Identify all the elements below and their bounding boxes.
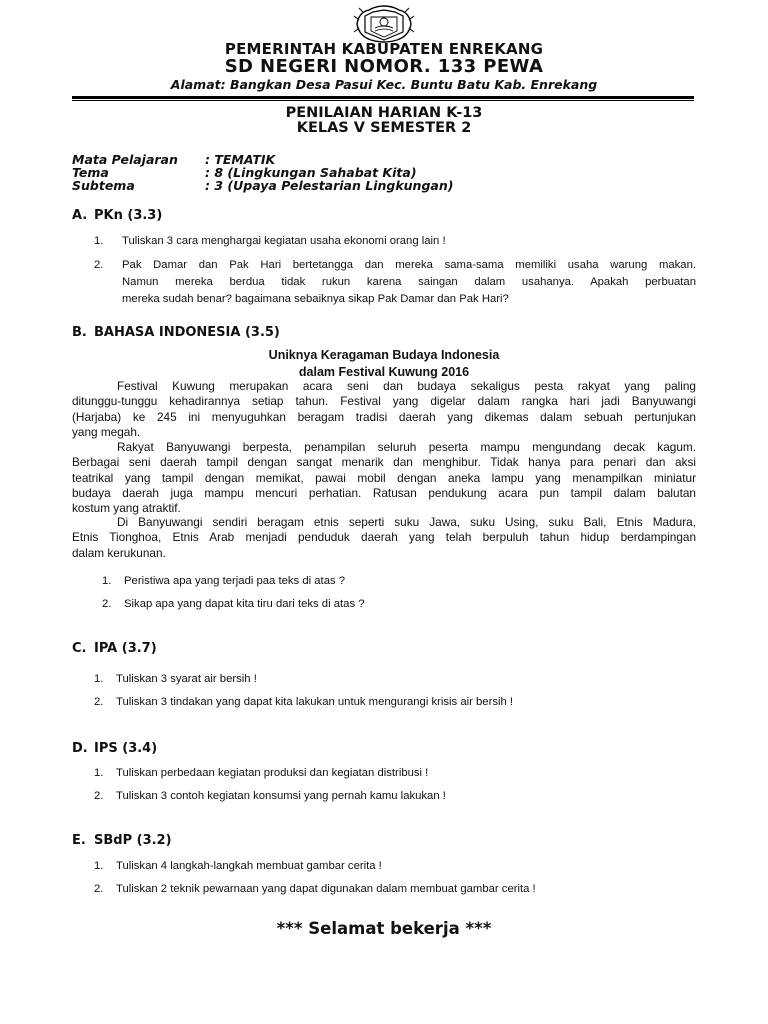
meta-value: : TEMATIK: [205, 152, 276, 167]
meta-key: Mata Pelajaran: [72, 152, 178, 167]
question-number: 2.: [102, 598, 112, 610]
regency-crest-icon: [351, 4, 417, 44]
section-title: BAHASA INDONESIA (3.5): [94, 325, 280, 340]
question-number: 1.: [94, 673, 104, 685]
paragraph-line: dalam kerukunan.: [72, 545, 166, 560]
story-title-line1: Uniknya Keragaman Budaya Indonesia: [268, 348, 500, 362]
school-address: Alamat: Bangkan Desa Pasui Kec. Buntu Batu Kab. Enrekang: [170, 77, 598, 92]
question-number: 1.: [94, 767, 104, 779]
paragraph-line: (Harjaba) ke 245 ini menyuguhkan beragam tradisi daerah yang dikemas dalam sebuah pertunjukan: [72, 409, 696, 424]
question-number: 1.: [94, 235, 104, 247]
question-text: Tuliskan 3 tindakan yang dapat kita lakukan untuk mengurangi krisis air bersih !: [116, 696, 514, 708]
question-number: 1.: [102, 575, 112, 587]
school-name: SD NEGERI NOMOR. 133 PEWA: [224, 56, 544, 77]
exam-title: PENILAIAN HARIAN K-13: [285, 105, 483, 121]
question-text: Peristiwa apa yang terjadi paa teks di atas ?: [124, 575, 346, 587]
question-text: Tuliskan 3 cara menghargai kegiatan usaha ekonomi orang lain !: [122, 235, 446, 247]
question-text: Sikap apa yang dapat kita tiru dari teks di atas ?: [124, 598, 365, 610]
paragraph-line: budaya daerah juga mampu mencuri perhatian. Ratusan pendukung acara pun tampil dalam balutan: [72, 485, 696, 500]
section-e-heading: [72, 833, 172, 848]
government-name: PEMERINTAH KABUPATEN ENREKANG: [224, 40, 544, 58]
section-letter: A.: [72, 208, 88, 223]
section-letter: B.: [72, 325, 87, 340]
paragraph-line: Festival Kuwung merupakan acara seni dan budaya sekaligus pesta rakyat yang paling: [117, 379, 696, 393]
question-text: [122, 257, 696, 308]
meta-value: : 3 (Upaya Pelestarian Lingkungan): [205, 178, 454, 193]
section-letter: D.: [72, 741, 88, 756]
story-paragraph-2: [72, 440, 696, 516]
meta-key: Subtema: [72, 178, 135, 193]
question-text: Tuliskan 4 langkah-langkah membuat gambar cerita !: [116, 860, 382, 872]
section-a-heading: [72, 208, 162, 223]
question-number: 2.: [94, 259, 104, 271]
header-divider-thin: [72, 100, 694, 101]
story-paragraph-3: [72, 515, 696, 561]
paragraph-line: Berbagai seni daerah tampil dengan sangat menarik dan menghibur. Tidak hanya para penari dan aksi: [72, 455, 696, 470]
question-text: Tuliskan 3 syarat air bersih !: [116, 673, 257, 685]
paragraph-line: yang megah.: [72, 424, 141, 439]
header-divider-thick: [72, 96, 694, 99]
paragraph-line: teatrikal yang tampil dengan memikat, pawai mobil dengan aneka lampu yang menampilkan miniatur: [72, 470, 696, 485]
story-title-line2: dalam Festival Kuwung 2016: [298, 365, 470, 379]
question-line: Pak Damar dan Pak Hari bertetangga dan mereka sama-sama memiliki usaha warung makan.: [122, 259, 696, 271]
question-text: Tuliskan 3 contoh kegiatan konsumsi yang pernah kamu lakukan !: [116, 790, 446, 802]
paragraph-line: Di Banyuwangi sendiri beragam etnis seperti suku Jawa, suku Using, suku Bali, Etnis Madura,: [117, 515, 696, 529]
question-text: Tuliskan 2 teknik pewarnaan yang dapat digunakan dalam membuat gambar cerita !: [116, 883, 536, 895]
question-line: mereka sudah benar? bagaimana sebaiknya sikap Pak Damar dan Pak Hari?: [122, 293, 509, 305]
question-number: 2.: [94, 790, 104, 802]
paragraph-line: Rakyat Banyuwangi berpesta, penampilan seluruh peserta mampu mengundang decak kagum.: [117, 440, 696, 454]
section-title: IPS (3.4): [94, 741, 158, 756]
section-letter: E.: [72, 833, 86, 848]
question-number: 1.: [94, 860, 104, 872]
meta-key: Tema: [72, 165, 109, 180]
question-text: Tuliskan perbedaan kegiatan produksi dan kegiatan distribusi !: [116, 767, 429, 779]
closing-message: *** Selamat bekerja ***: [276, 919, 492, 938]
question-number: 2.: [94, 696, 104, 708]
section-d-heading: [72, 741, 157, 756]
question-line: Namun mereka berdua tidak rukun karena saingan dalam usahanya. Apakah perbuatan: [122, 276, 696, 288]
section-b-heading: [72, 325, 280, 340]
paragraph-line: kostum yang atraktif.: [72, 501, 181, 516]
question-number: 2.: [94, 883, 104, 895]
exam-class: KELAS V SEMESTER 2: [296, 120, 472, 136]
paragraph-line: ditunggu-tunggu kehadirannya setiap tahun. Festival yang digelar dalam rangka hari jadi Banyuwangi: [72, 394, 696, 409]
paragraph-line: Etnis Tionghoa, Etnis Arab menjadi penduduk daerah yang telah berpuluh tahun hidup berdampingan: [72, 530, 696, 545]
section-title: SBdP (3.2): [94, 833, 172, 848]
story-paragraph-1: [72, 379, 696, 440]
section-c-heading: [72, 641, 157, 656]
section-title: PKn (3.3): [94, 208, 163, 223]
section-letter: C.: [72, 641, 87, 656]
section-title: IPA (3.7): [94, 641, 157, 656]
meta-value: : 8 (Lingkungan Sahabat Kita): [205, 165, 417, 180]
